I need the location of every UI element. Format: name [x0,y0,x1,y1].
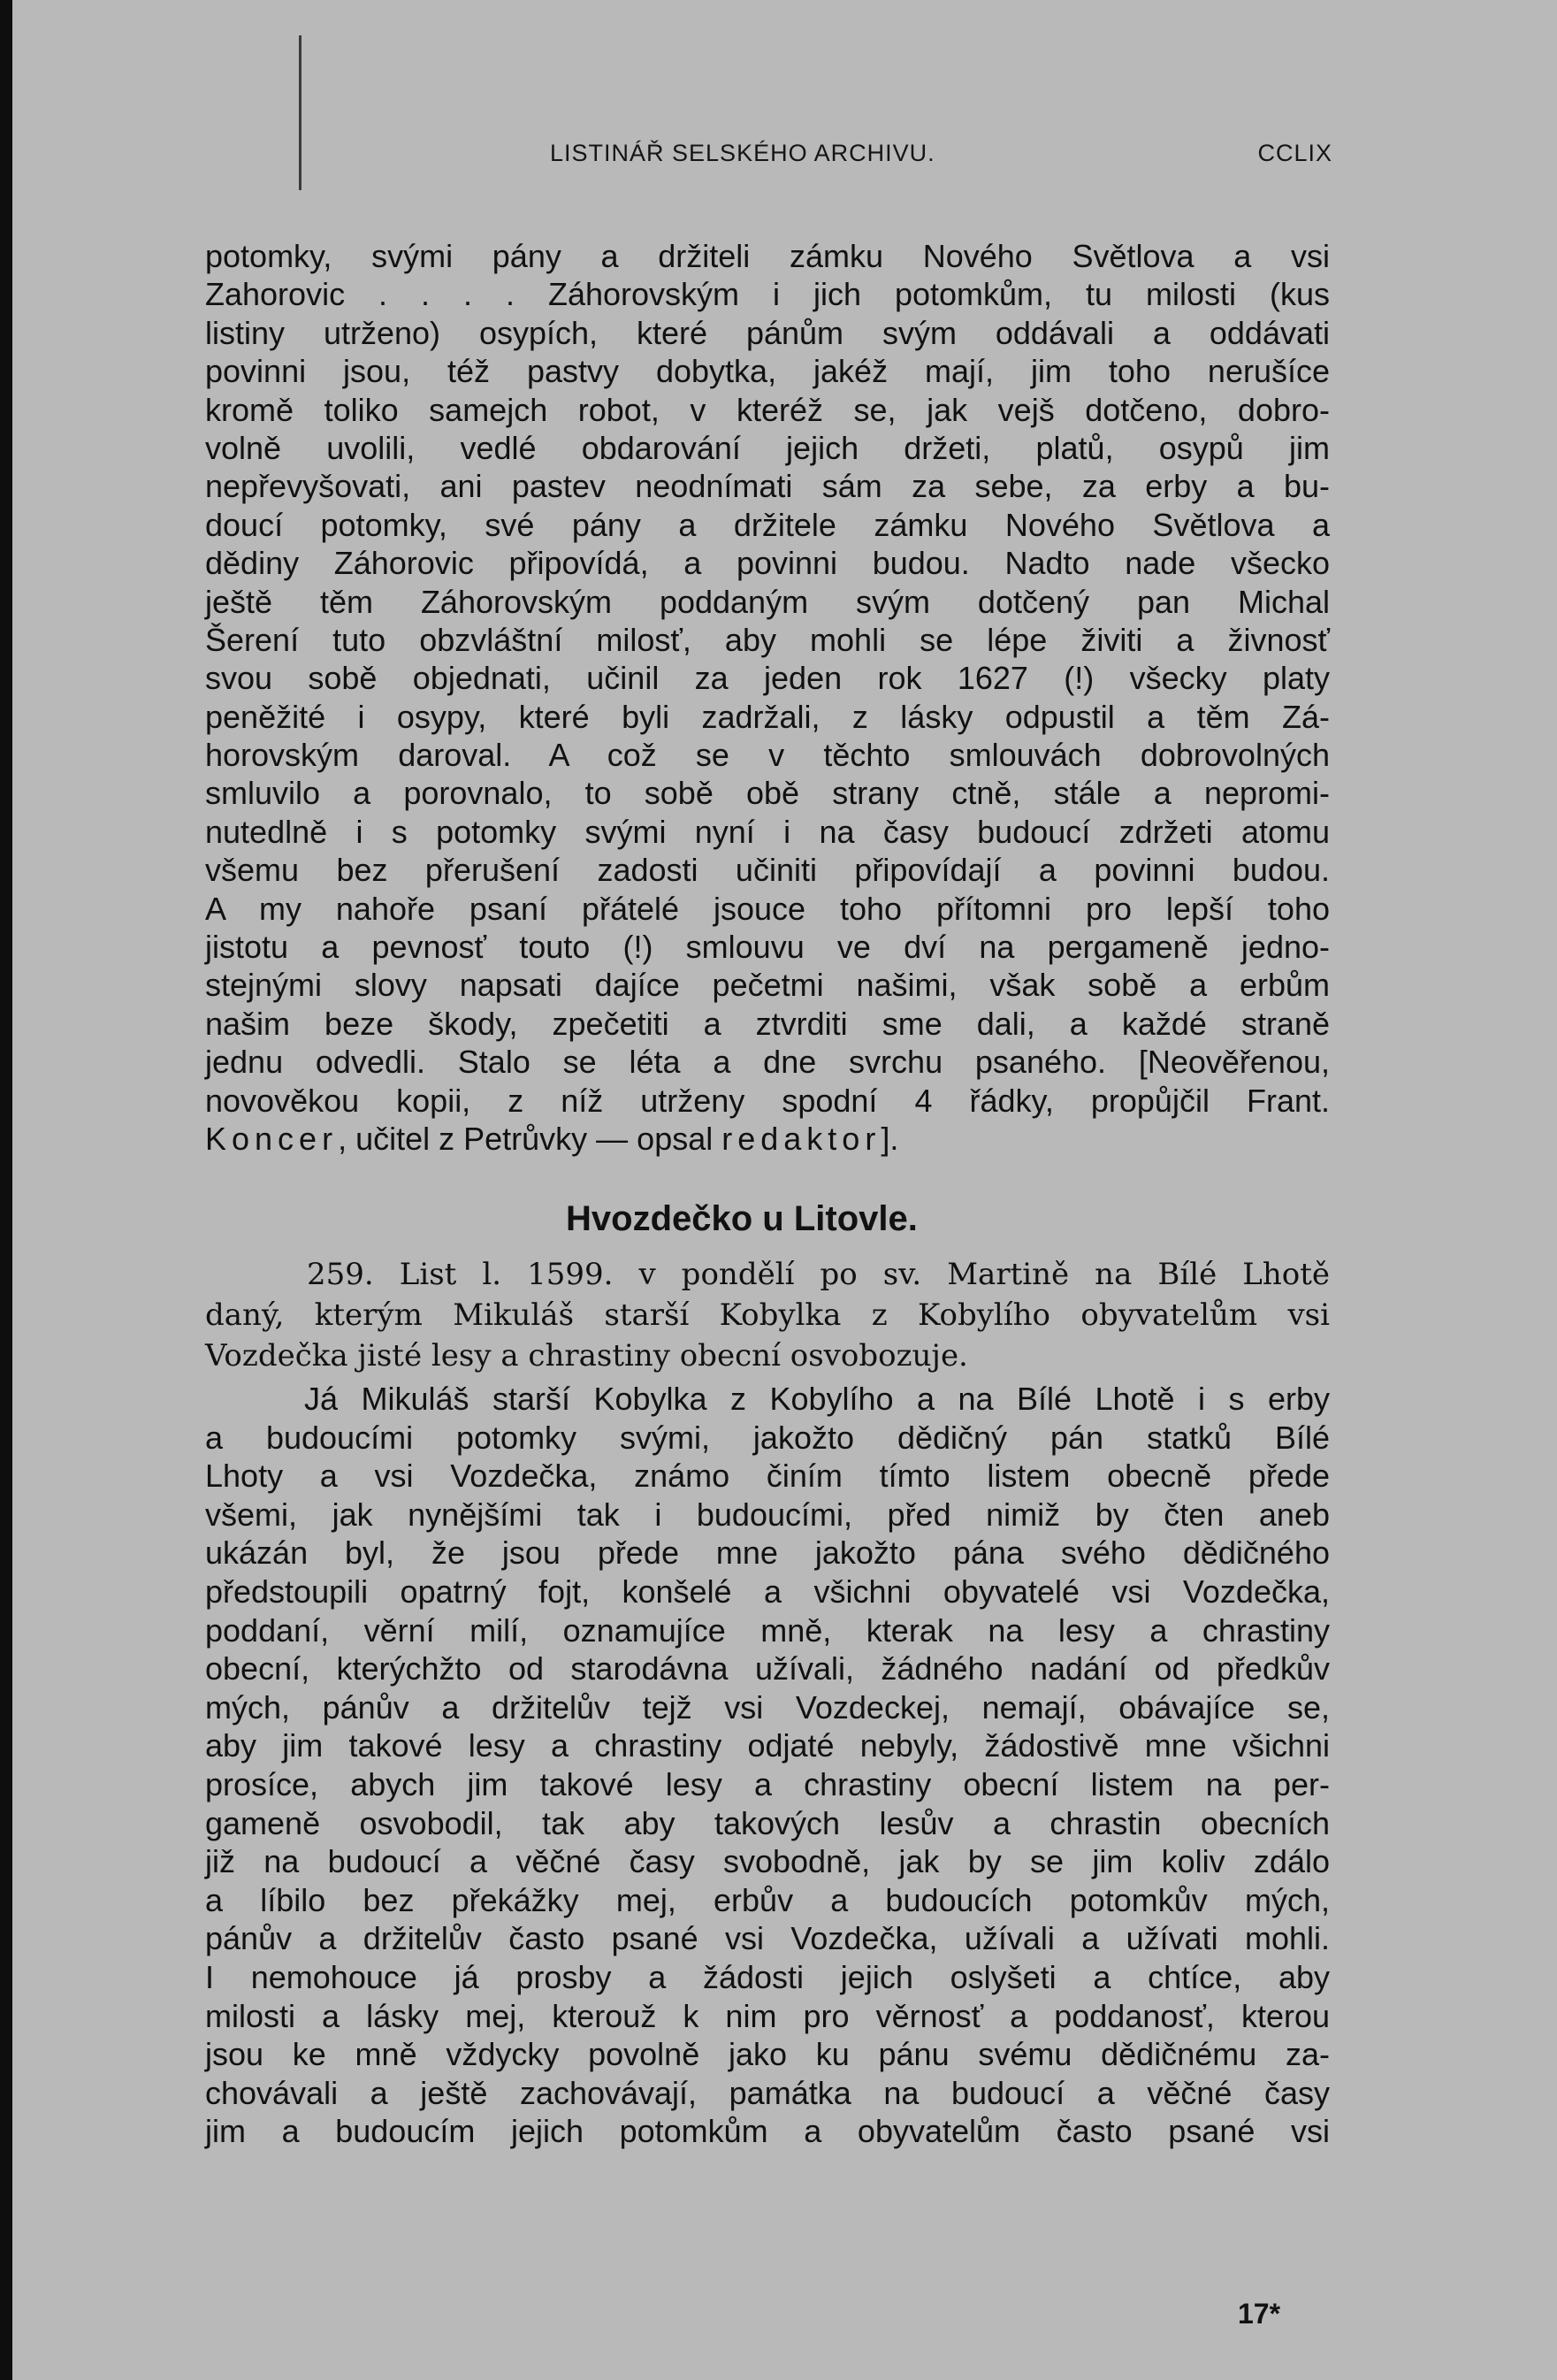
text-line: stejnými slovy napsati dajíce pečetmi našimi, však sobě a erbům [205,967,1330,1004]
charter-line: aby jim takové lesy a chrastiny odjaté nebyly, žádostivě mne všichni [205,1727,1330,1764]
text-line: jednu odvedli. Stalo se léta a dne svrchu psaného. [Neověřenou, [205,1044,1330,1081]
closing-line-end: ]. [881,1120,899,1157]
charter-line: chovávali a ještě zachovávají, památka na budoucí a věčné časy [205,2074,1330,2111]
charter-line: I nemohouce já prosby a žádosti jejich oslyšeti a chtíce, aby [205,1958,1330,1995]
signature-mark: 17* [1238,2298,1281,2330]
text-line: A my nahoře psaní přátelé jsouce toho přítomni pro lepší toho [205,890,1330,927]
text-line: všemu bez přerušení zadosti učiniti připovídají a povinni budou. [205,852,1330,889]
charter-line: již na budoucí a věčné časy svobodně, jak by se jim koliv zdálo [205,1843,1330,1880]
charter-line: jsou ke mně vždycky povolně jako ku pánu svému dědičnému za- [205,2036,1330,2073]
text-line: Šerení tuto obzvláštní milosť, aby mohli se lépe živiti a živnosť [205,621,1330,658]
text-line: povinni jsou, též pastvy dobytka, jakéž mají, jim toho nerušíce [205,353,1330,390]
regest-line: Vozdečka jisté lesy a chrastiny obecní osvobozuje. [205,1338,968,1374]
charter-line: předstoupili opatrný fojt, konšelé a všichni obyvatelé vsi Vozdečka, [205,1573,1330,1610]
text-line: potomky, svými pány a držiteli zámku Nového Světlova a vsi [205,238,1330,274]
scan-dark-edge [0,0,12,2380]
charter-line: gameně osvobodil, tak aby takových lesův a chrastin obecních [205,1804,1330,1841]
charter-line: všemi, jak nynějšími tak i budoucími, před nimiž by čten aneb [205,1496,1330,1533]
text-line: kromě toliko samejch robot, v kteréž se, jak vejš dotčeno, dobro- [205,391,1330,428]
charter-line: ukázán byl, že jsou přede mne jakožto pána svého dědičného [205,1534,1330,1572]
charter-text [205,1380,1330,2151]
regest-line: daný, kterým Mikuláš starší Kobylka z Kobylího obyvatelům vsi [205,1297,1330,1333]
continuation-paragraph [205,237,1330,1158]
text-line: nutedlně i s potomky svými nyní i na časy budoucí zdržeti atomu [205,813,1330,850]
running-title: LISTINÁŘ SELSKÉHO ARCHIVU. [550,140,935,166]
text-line: nepřevyšovati, ani pastev neodnímati sám za sebe, za erby a bu- [205,468,1330,505]
regest-line: 259. List l. 1599. v pondělí po sv. Martině na Bílé Lhotě [307,1257,1330,1292]
charter-line: jim a budoucím jejich potomkům a obyvatelům často psané vsi [205,2113,1330,2150]
charter-line: pánův a držitelův často psané vsi Vozdečka, užívali a užívati mohli. [205,1920,1330,1957]
charter-line: poddaní, věrní milí, oznamujíce mně, kterak na lesy a chrastiny [205,1611,1330,1649]
charter-line: mých, pánův a držitelův tejž vsi Vozdeckej, nemají, obávajíce se, [205,1688,1330,1726]
running-header [550,140,1332,184]
text-line: listiny utrženo) osypích, které pánům svým oddávali a oddávati [205,314,1330,351]
text-line: horovským daroval. A což se v těchto smlouvách dobrovolných [205,737,1330,774]
charter-line: prosíce, abych jim takové lesy a chrastiny obecní listem na per- [205,1765,1330,1802]
charter-line: milosti a lásky mej, kterouž k nim pro věrnosť a poddanosť, kterou [205,1997,1330,2034]
text-line: jistotu a pevnosť touto (!) smlouvu ve dví na pergameně jedno- [205,929,1330,966]
charter-line: obecní, kterýchžto od starodávna užívali, žádného nadání od předkův [205,1650,1330,1687]
text-line: novověkou kopii, z níž utrženy spodní 4 řádky, propůjčil Frant. [205,1082,1330,1119]
charter-line: a líbilo bez překážky mej, erbův a budoucích potomkův mých, [205,1881,1330,1918]
regest-fraktur [205,1254,1330,1376]
folio-number: CCLIX [1257,140,1332,166]
text-line: našim beze škody, zpečetiti a ztvrditi sme dali, a každé straně [205,1005,1330,1042]
binding-mark [299,35,301,190]
text-line: volně uvolili, vedlé obdarování jejich držeti, platů, osypů jim [205,429,1330,466]
text-line: doucí potomky, své pány a držitele zámku Nového Světlova a [205,506,1330,543]
text-line: svou sobě objednati, učinil za jeden rok 1627 (!) všecky platy [205,660,1330,697]
text-line: dědiny Záhorovic připovídá, a povinni budou. Nadto nade všecko [205,545,1330,582]
copyist-name: Koncer [205,1120,339,1157]
closing-line [205,1120,1330,1158]
charter-line: Já Mikuláš starší Kobylka z Kobylího a na Bílé Lhotě i s erby [304,1381,1330,1417]
text-line: Zahorovic . . . . Záhorovským i jich potomkům, tu milosti (kus [205,276,1330,313]
text-line: peněžité i osypy, které byli zadržali, z lásky odpustil a těm Zá- [205,698,1330,735]
closing-line-middle: , učitel z Petrůvky — opsal [338,1120,722,1157]
charter-line: a budoucími potomky svými, jakožto dědičný pán statků Bílé [205,1419,1330,1456]
editor-word: redaktor [721,1120,882,1157]
charter-line: Lhoty a vsi Vozdečka, známo činím tímto listem obecně přede [205,1458,1330,1495]
section-heading: Hvozdečko u Litovle. [566,1199,918,1238]
text-line: smluvilo a porovnalo, to sobě obě strany ctně, stále a nepromi- [205,775,1330,812]
text-line: ještě těm Záhorovským poddaným svým dotčený pan Michal [205,583,1330,620]
